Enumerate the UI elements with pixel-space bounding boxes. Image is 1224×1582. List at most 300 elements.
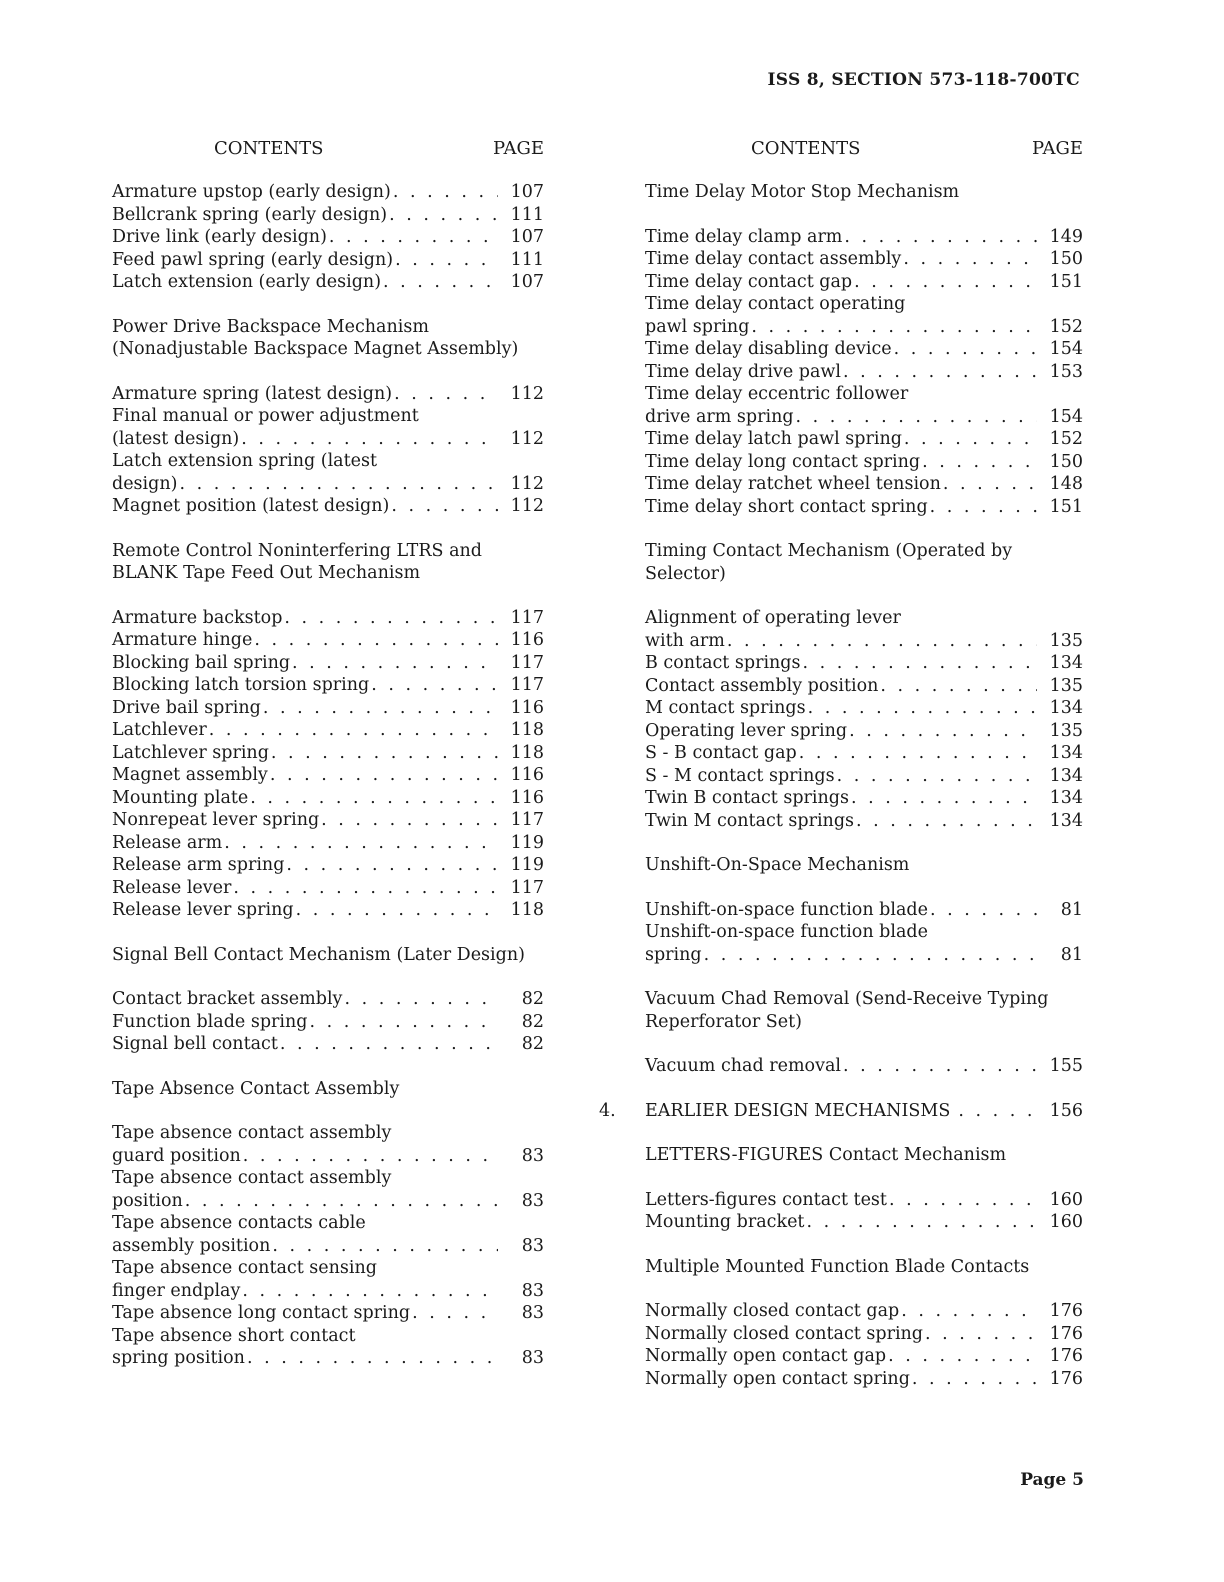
toc-entry (645, 226, 1083, 249)
entry-page: 117 (510, 877, 544, 898)
left-sections (112, 181, 544, 1370)
entry-text: Armature backstop (112, 607, 283, 628)
entry-text: Magnet assembly (112, 765, 268, 785)
leader-dots (393, 181, 498, 204)
entry-page: 134 (1049, 810, 1083, 831)
entry-page: 148 (1049, 474, 1083, 494)
entry-page: 107 (510, 182, 544, 202)
entry-page: 111 (510, 249, 544, 270)
entry-page: 151 (1049, 496, 1083, 517)
leader-dots (292, 652, 498, 675)
leader-dots (854, 271, 1037, 294)
leader-dots (321, 809, 498, 832)
entry-text: Release arm spring (112, 855, 285, 875)
page-heading: PAGE (493, 138, 544, 159)
entry-text: Time delay long contact spring (645, 451, 921, 472)
entry-text: Contact bracket assembly (112, 989, 343, 1009)
leader-dots (844, 226, 1037, 249)
entry-text: Time delay ratchet wheel tension (645, 474, 941, 494)
entry-page: 176 (1049, 1301, 1083, 1321)
entry-page: 112 (510, 428, 544, 449)
toc-entry (112, 181, 544, 204)
toc-entry (112, 607, 544, 630)
numbered-entry (599, 1100, 1083, 1123)
entry-text: Time delay latch pawl spring (645, 429, 902, 449)
entry-text: Latch extension (early design) (112, 272, 382, 292)
toc-section (645, 540, 1083, 832)
entry-text: Time delay contact gap (645, 271, 853, 292)
leader-dots (296, 899, 498, 922)
entry-page: 134 (1049, 653, 1083, 673)
toc-entry (112, 1011, 544, 1034)
toc-entry (112, 405, 544, 450)
entry-line2 (645, 406, 1083, 429)
entry-text: Nonrepeat lever spring (112, 810, 320, 830)
section-title: Multiple Mounted Function Blade Contacts (645, 1256, 1030, 1277)
leader-dots (394, 383, 498, 406)
entry-page: 134 (1049, 788, 1083, 808)
entry-text: Time delay drive pawl (645, 361, 842, 382)
entry-text-line1: Tape absence contact assembly (112, 1123, 392, 1143)
toc-entry (112, 1302, 544, 1325)
leader-dots (808, 697, 1037, 720)
leader-dots (889, 1189, 1037, 1212)
entry-text: Tape absence long contact spring (112, 1303, 411, 1323)
toc-entry (645, 293, 1083, 338)
page-heading: PAGE (1032, 138, 1083, 159)
entry-text-line1: Tape absence contact sensing (112, 1258, 377, 1278)
toc-section (112, 1078, 544, 1370)
entry-text: Operating lever spring (645, 720, 848, 741)
toc-section (645, 1144, 1083, 1234)
leader-dots (280, 1033, 498, 1056)
toc-entry (112, 697, 544, 720)
entry-text: Latchlever (112, 720, 207, 740)
leader-dots (271, 742, 498, 765)
toc-entry (112, 899, 544, 922)
entry-line2 (645, 944, 1083, 967)
entry-text: design) (112, 473, 178, 494)
toc-entry (645, 1345, 1083, 1368)
entry-page: 107 (510, 227, 544, 247)
leader-dots (224, 832, 498, 855)
entry-text: M contact springs (645, 698, 806, 718)
toc-entry (112, 1212, 544, 1257)
toc-entry (645, 1055, 1083, 1078)
toc-section (645, 854, 1083, 966)
toc-entry (645, 1368, 1083, 1391)
entry-page: 81 (1060, 899, 1083, 920)
entry-page: 116 (510, 787, 544, 808)
leader-dots (849, 720, 1037, 743)
entry-page: 82 (521, 1034, 544, 1054)
entry-text: drive arm spring (645, 406, 794, 427)
entry-page: 152 (1049, 429, 1083, 449)
toc-entry (112, 271, 544, 294)
toc-entry (645, 383, 1083, 428)
toc-entry (645, 271, 1083, 294)
entry-text-line1: Tape absence short contact (112, 1325, 356, 1346)
toc-entry (112, 204, 544, 227)
entry-text: Release lever spring (112, 900, 294, 920)
entry-page: 83 (521, 1190, 544, 1211)
section-title: Unshift-On-Space Mechanism (645, 855, 910, 875)
toc-entry (112, 742, 544, 765)
entry-line2 (112, 473, 544, 496)
toc-entry (645, 473, 1083, 496)
leader-dots (185, 1190, 498, 1213)
entry-page: 134 (1049, 765, 1083, 786)
entry-page: 117 (510, 652, 544, 673)
leader-dots (243, 1145, 498, 1168)
entry-text-line1: Tape absence contact assembly (112, 1168, 392, 1188)
toc-entry (645, 1323, 1083, 1346)
entry-page: 83 (521, 1145, 544, 1166)
entry-page: 119 (510, 832, 544, 853)
toc-entry (645, 248, 1083, 271)
entry-text-line1: Alignment of operating lever (645, 608, 901, 628)
entry-text: Bellcrank spring (early design) (112, 204, 388, 225)
leader-dots (727, 630, 1037, 653)
entry-text: Time delay clamp arm (645, 226, 843, 247)
entry-page: 82 (521, 989, 544, 1009)
toc-entry (112, 674, 544, 697)
entry-text: Unshift-on-space function blade (645, 899, 928, 920)
toc-entry (645, 742, 1083, 765)
leader-dots (209, 719, 498, 742)
entry-line2 (112, 1347, 544, 1370)
toc-entry (645, 697, 1083, 720)
leader-dots (930, 496, 1037, 519)
entry-page: 82 (521, 1011, 544, 1032)
contents-heading: CONTENTS (751, 138, 861, 159)
leader-dots (241, 428, 498, 451)
entry-text: Contact assembly position (645, 675, 879, 696)
leader-dots (383, 271, 498, 294)
toc-section (112, 540, 544, 922)
entry-text-line1: Latch extension spring (latest (112, 451, 377, 471)
entry-text: Mounting bracket (645, 1212, 805, 1232)
entry-page: 112 (510, 473, 544, 494)
entry-page: 111 (510, 204, 544, 225)
leader-dots (903, 248, 1037, 271)
leader-dots (751, 316, 1037, 339)
toc-entry (645, 361, 1083, 384)
entry-text: Normally open contact spring (645, 1368, 910, 1389)
entry-page: 83 (521, 1235, 544, 1256)
entry-page: 119 (510, 855, 544, 875)
leader-dots (904, 428, 1037, 451)
leader-dots (880, 675, 1037, 698)
entry-text-line1: Time delay contact operating (645, 294, 906, 314)
leader-dots (837, 765, 1037, 788)
entry-text: Time delay short contact spring (645, 496, 928, 517)
entry-text-line1: Final manual or power adjustment (112, 406, 419, 426)
leader-dots (901, 1300, 1037, 1323)
toc-entry (645, 765, 1083, 788)
entry-page: 176 (1049, 1368, 1083, 1389)
leader-dots (803, 652, 1038, 675)
entry-text: Blocking bail spring (112, 652, 291, 673)
toc-entry (645, 899, 1083, 922)
leader-dots (856, 810, 1037, 833)
toc-entry (645, 810, 1083, 833)
leader-dots (284, 607, 498, 630)
numbered-entry-text: EARLIER DESIGN MECHANISMS (645, 1100, 951, 1121)
entry-page: 117 (510, 810, 544, 830)
section-number: 4. (599, 1100, 616, 1121)
entry-page: 117 (510, 607, 544, 628)
toc-entry (112, 1325, 544, 1370)
entry-page: 83 (521, 1303, 544, 1323)
entry-text-line1: Time delay eccentric follower (645, 384, 909, 404)
left-column (112, 138, 544, 1392)
entry-text: Release lever (112, 877, 232, 898)
toc-entry (112, 1257, 544, 1302)
numbered-entry-page: 156 (1049, 1100, 1083, 1121)
entry-text: Latchlever spring (112, 742, 269, 763)
entry-text-line1: Tape absence contacts cable (112, 1213, 366, 1233)
entry-page: 176 (1049, 1323, 1083, 1344)
toc-entry (645, 787, 1083, 810)
entry-text: S - B contact gap (645, 743, 797, 763)
toc-entry (645, 428, 1083, 451)
toc-entry (645, 338, 1083, 361)
leader-dots (851, 787, 1037, 810)
entry-line2 (645, 316, 1083, 339)
right-sections (645, 181, 1083, 1078)
entry-text: Twin B contact springs (645, 788, 849, 808)
toc-entry (112, 832, 544, 855)
leader-dots (888, 1345, 1037, 1368)
entry-text: (latest design) (112, 428, 240, 449)
leader-dots (263, 697, 498, 720)
toc-section (112, 316, 544, 518)
toc-entry (645, 1189, 1083, 1212)
leader-dots (806, 1211, 1037, 1234)
leader-dots (309, 1011, 498, 1034)
toc-entry (112, 809, 544, 832)
section-title: Timing Contact Mechanism (Operated by Selector) (645, 541, 1013, 584)
toc-entry (645, 921, 1083, 966)
entry-text: guard position (112, 1145, 241, 1166)
leader-dots (344, 988, 498, 1011)
entry-text: Magnet position (latest design) (112, 496, 390, 516)
entry-text-line1: Unshift-on-space function blade (645, 922, 928, 942)
entry-line2 (645, 630, 1083, 653)
entry-page: 154 (1049, 339, 1083, 359)
toc-section (112, 181, 544, 294)
leader-dots (925, 1323, 1037, 1346)
entry-page: 176 (1049, 1346, 1083, 1366)
toc-entry (645, 652, 1083, 675)
entry-page: 116 (510, 630, 544, 650)
toc-entry (112, 719, 544, 742)
entry-text: Time delay contact assembly (645, 249, 902, 269)
document-header: ISS 8, SECTION 573-118-700TC (767, 70, 1080, 90)
entry-page: 135 (1049, 630, 1083, 651)
entry-text: Letters-figures contact test (645, 1189, 887, 1210)
entry-page: 149 (1049, 226, 1083, 247)
page-number: Page 5 (1020, 1470, 1084, 1490)
leader-dots (371, 674, 498, 697)
toc-entry (645, 607, 1083, 652)
entry-text: Armature upstop (early design) (112, 182, 391, 202)
toc-section (645, 1256, 1083, 1391)
entry-text: Drive link (early design) (112, 227, 327, 247)
toc-entry (112, 495, 544, 518)
entry-page: 135 (1049, 675, 1083, 696)
section-title: Power Drive Backspace Mechanism (Nonadjustable Backspace Magnet Assembly) (112, 316, 519, 359)
section-title: Tape Absence Contact Assembly (112, 1078, 400, 1099)
entry-page: 134 (1049, 698, 1083, 718)
leader-dots (412, 1302, 498, 1325)
entry-line2 (112, 1235, 544, 1258)
entry-page: 83 (521, 1280, 544, 1301)
entry-text: Mounting plate (112, 787, 249, 808)
entry-page: 118 (510, 742, 544, 763)
toc-entry (112, 629, 544, 652)
entry-line2 (112, 1145, 544, 1168)
entry-text: position (112, 1190, 183, 1211)
entry-text: Blocking latch torsion spring (112, 675, 370, 695)
leader-dots (389, 204, 498, 227)
entry-page: 134 (1049, 743, 1083, 763)
leader-dots (250, 787, 498, 810)
entry-text: Function blade spring (112, 1011, 308, 1032)
leader-dots (943, 473, 1037, 496)
entry-line2 (112, 428, 544, 451)
entry-text: Drive bail spring (112, 697, 261, 718)
toc-entry (112, 877, 544, 900)
toc-entry (112, 652, 544, 675)
entry-text: Signal bell contact (112, 1034, 278, 1054)
entry-text: Feed pawl spring (early design) (112, 249, 394, 270)
entry-line2 (112, 1190, 544, 1213)
toc-entry (112, 1033, 544, 1056)
toc-entry (112, 854, 544, 877)
entry-page: 153 (1049, 361, 1083, 382)
entry-page: 107 (510, 272, 544, 292)
section-title: Remote Control Noninterfering LTRS and BLANK Tape Feed Out Mechanism (112, 540, 482, 583)
entry-text: Twin M contact springs (645, 810, 855, 831)
leader-dots (799, 742, 1037, 765)
section-title: Time Delay Motor Stop Mechanism (645, 182, 960, 202)
section-title: LETTERS-FIGURES Contact Mechanism (645, 1145, 1007, 1165)
contents-heading: CONTENTS (214, 138, 324, 159)
toc-section (645, 988, 1083, 1078)
leader-dots (843, 361, 1037, 384)
toc-entry (645, 1211, 1083, 1234)
toc-entry (112, 787, 544, 810)
entry-text: Normally closed contact gap (645, 1301, 900, 1321)
toc-section (112, 944, 544, 1056)
entry-page: 116 (510, 765, 544, 785)
leader-dots (272, 1235, 498, 1258)
leader-dots (796, 406, 1037, 429)
section-title: Signal Bell Contact Mechanism (Later Design) (112, 944, 525, 965)
entry-text: Armature hinge (112, 630, 253, 650)
section-title: Vacuum Chad Removal (Send-Receive Typing Reperforator Set) (645, 989, 1049, 1032)
entry-text: with arm (645, 630, 725, 651)
entry-page: 152 (1049, 316, 1083, 337)
leader-dots (843, 1055, 1037, 1078)
right-column-header (645, 138, 1083, 159)
leader-dots (922, 451, 1037, 474)
leader-dots (958, 1100, 1037, 1123)
entry-page: 160 (1049, 1189, 1083, 1210)
leader-dots (286, 854, 498, 877)
entry-text: Armature spring (latest design) (112, 383, 393, 404)
leader-dots (242, 1280, 498, 1303)
leader-dots (179, 473, 498, 496)
leader-dots (329, 226, 498, 249)
entry-page: 118 (510, 900, 544, 920)
entry-text: Release arm (112, 832, 223, 853)
entry-text: finger endplay (112, 1280, 241, 1301)
leader-dots (391, 495, 498, 518)
toc-entry (112, 383, 544, 406)
leader-dots (912, 1368, 1037, 1391)
toc-entry (645, 496, 1083, 519)
toc-section (645, 181, 1083, 518)
leader-dots (233, 877, 498, 900)
leader-dots (270, 764, 498, 787)
toc-entry (112, 1167, 544, 1212)
entry-page: 155 (1049, 1056, 1083, 1076)
entry-text: Time delay disabling device (645, 339, 892, 359)
entry-text: Vacuum chad removal (645, 1056, 842, 1076)
entry-text: Normally open contact gap (645, 1346, 887, 1366)
entry-page: 154 (1049, 406, 1083, 427)
entry-text: assembly position (112, 1235, 271, 1256)
entry-text: B contact springs (645, 653, 801, 673)
entry-page: 81 (1060, 944, 1083, 965)
entry-page: 116 (510, 697, 544, 718)
toc-entry (112, 226, 544, 249)
entry-page: 112 (510, 383, 544, 404)
leader-dots (704, 944, 1037, 967)
leader-dots (254, 629, 498, 652)
right-sections-2 (645, 1144, 1083, 1390)
toc-entry (112, 988, 544, 1011)
entry-text: spring (645, 944, 702, 965)
entry-page: 118 (510, 720, 544, 740)
toc-entry (112, 249, 544, 272)
left-column-header (112, 138, 544, 159)
toc-entry (645, 451, 1083, 474)
toc-entry (645, 720, 1083, 743)
toc-entry (112, 764, 544, 787)
toc-entry (112, 1122, 544, 1167)
leader-dots (894, 338, 1037, 361)
toc-entry (645, 1300, 1083, 1323)
leader-dots (930, 899, 1037, 922)
entry-text: pawl spring (645, 316, 750, 337)
toc-entry (112, 450, 544, 495)
toc-entry (645, 675, 1083, 698)
entry-page: 117 (510, 675, 544, 695)
entry-page: 160 (1049, 1212, 1083, 1232)
entry-page: 150 (1049, 451, 1083, 472)
entry-page: 83 (521, 1348, 544, 1368)
entry-page: 135 (1049, 720, 1083, 741)
entry-line2 (112, 1280, 544, 1303)
entry-text: spring position (112, 1348, 245, 1368)
entry-text: S - M contact springs (645, 765, 835, 786)
right-column (599, 138, 1083, 1412)
entry-page: 150 (1049, 249, 1083, 269)
